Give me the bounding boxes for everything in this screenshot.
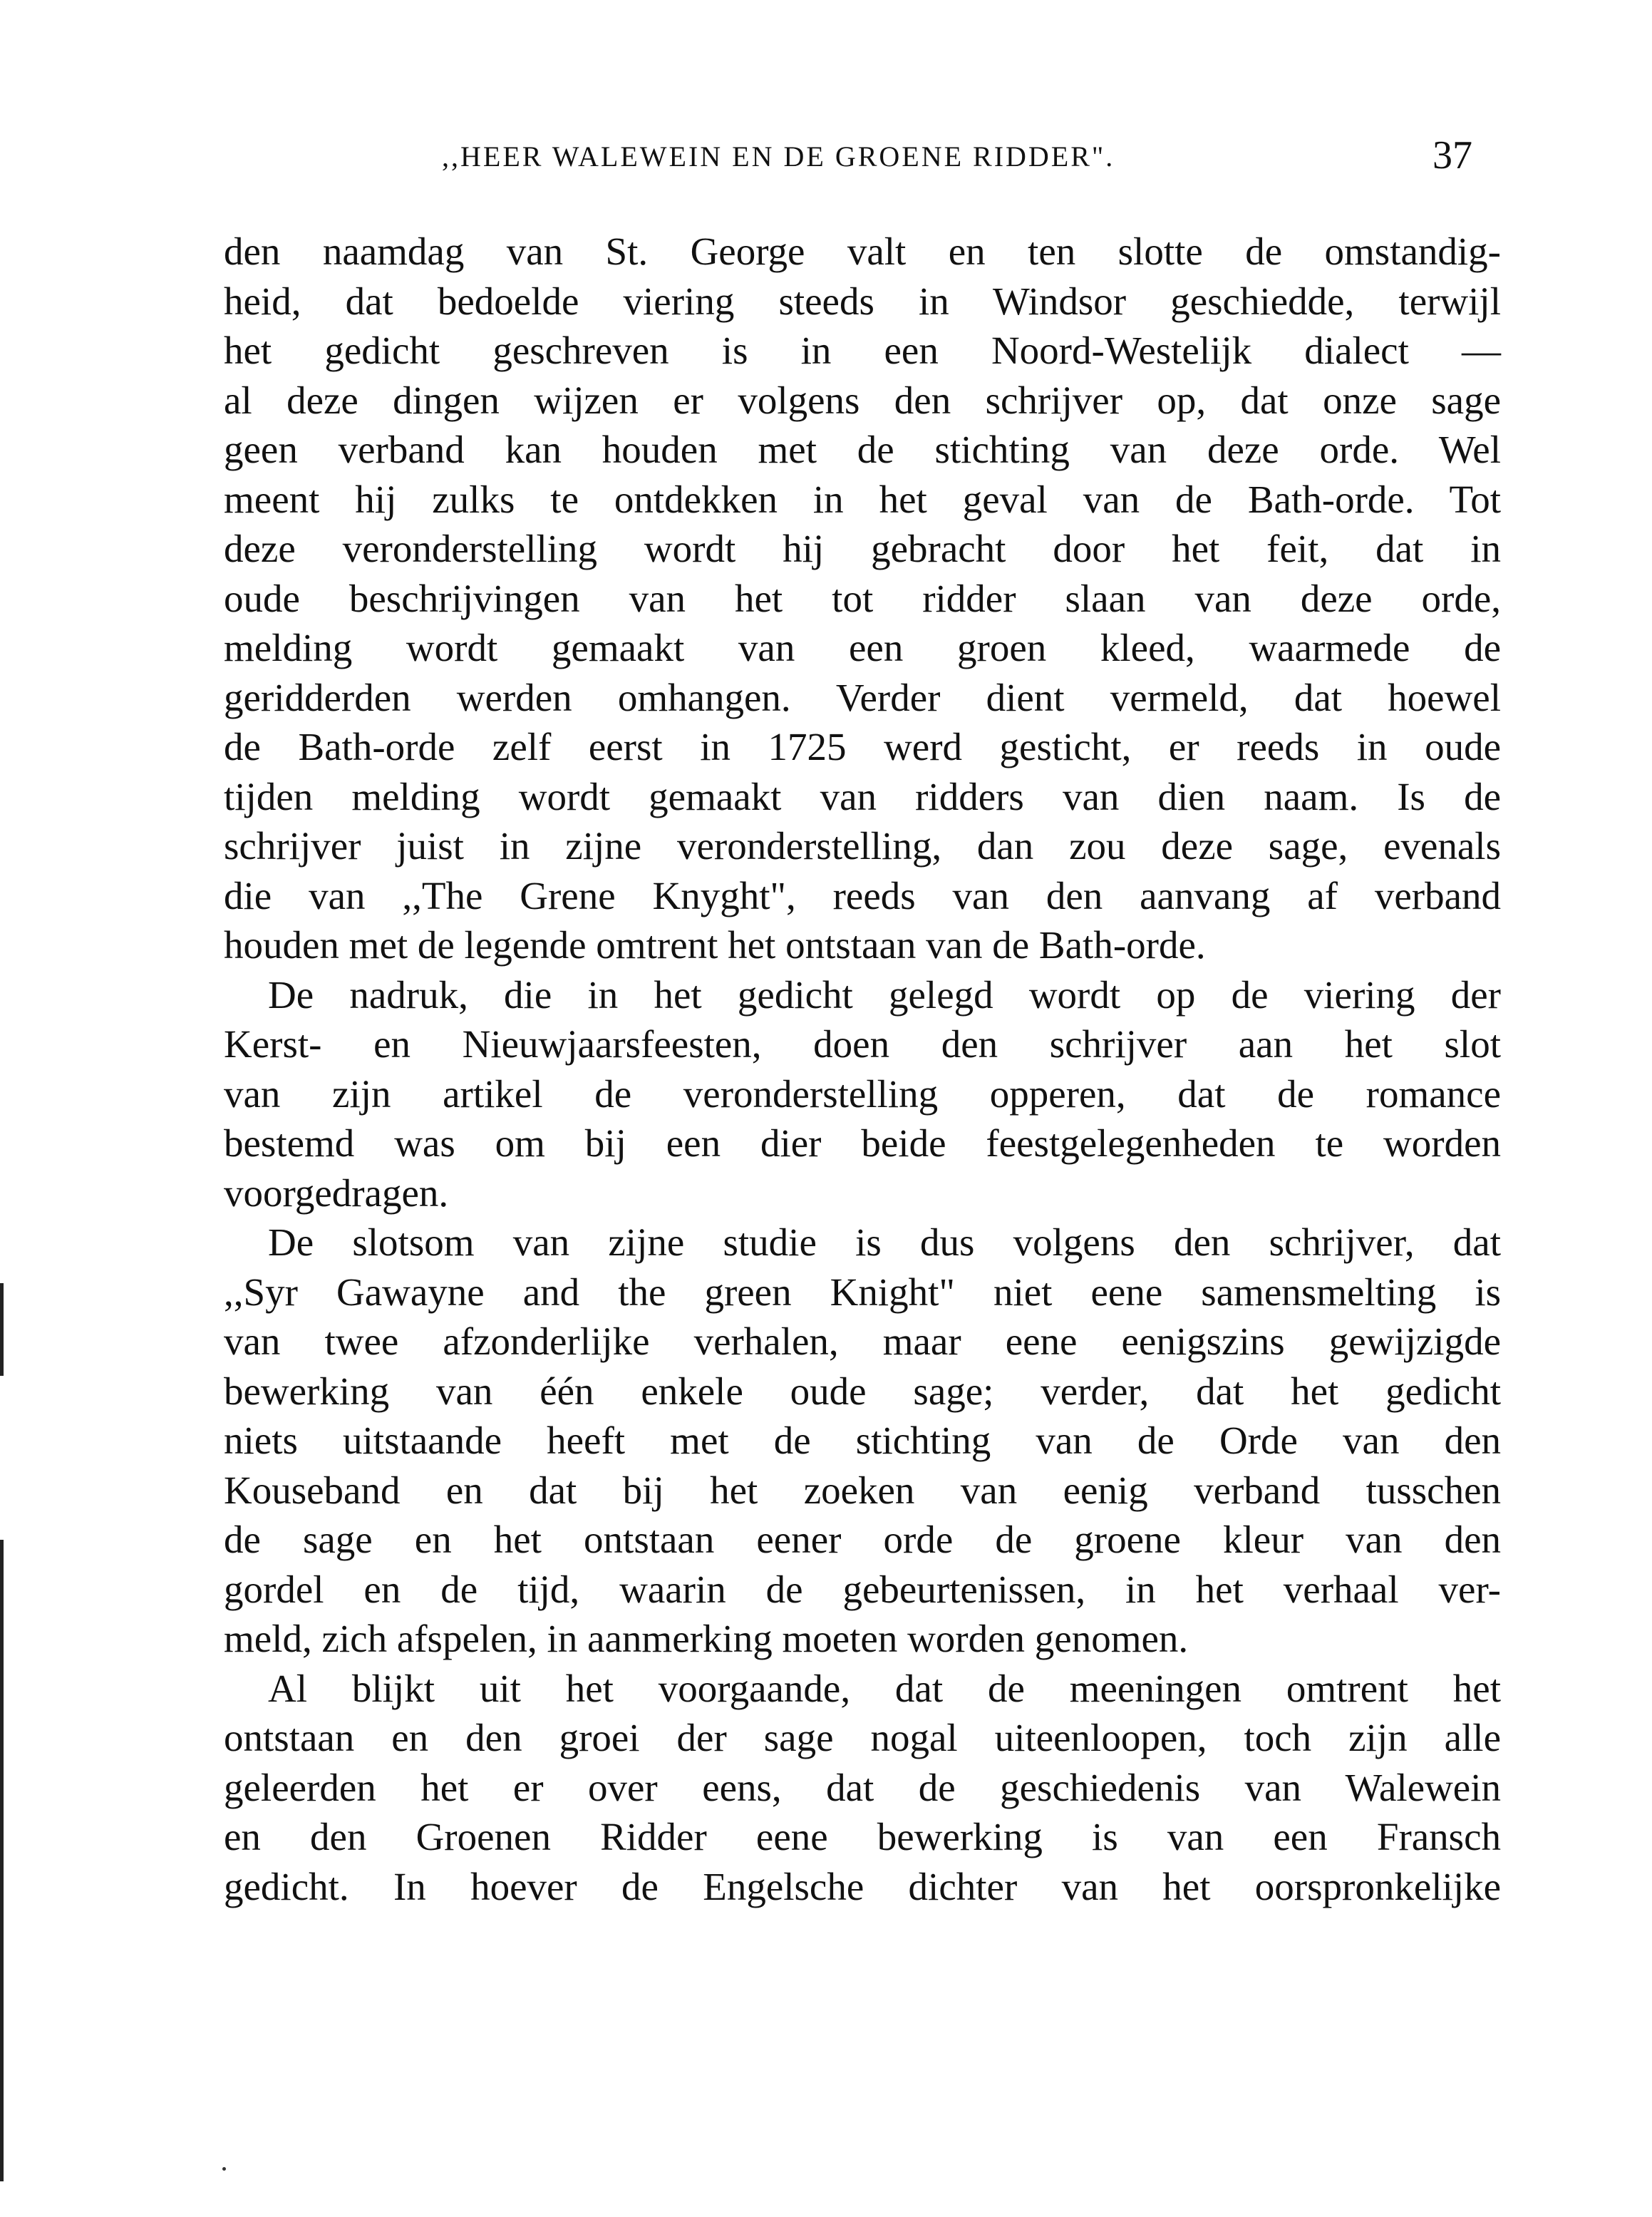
text-line: bewerking van één enkele oude sage; verder, dat het gedicht xyxy=(224,1369,1501,1413)
text-line: geleerden het er over eens, dat de geschiedenis van Walewein xyxy=(224,1765,1501,1809)
text-line: die van ,,The Grene Knyght", reeds van den aanvang af verband xyxy=(224,873,1501,917)
text-line: voorgedragen. xyxy=(224,1171,449,1215)
text-line: Al blijkt uit het voorgaande, dat de meeningen omtrent het xyxy=(268,1666,1501,1710)
scan-edge-mark xyxy=(0,1540,4,2181)
paragraph xyxy=(224,970,1501,1218)
paragraph xyxy=(224,1218,1501,1664)
text-line: schrijver juist in zijne veronderstelling, dan zou deze sage, evenals xyxy=(224,824,1501,868)
text-line: houden met de legende omtrent het ontstaan van de Bath-orde. xyxy=(224,923,1206,967)
text-line: gedicht. In hoever de Engelsche dichter van het oorspronkelijke xyxy=(224,1864,1501,1908)
body-text xyxy=(224,227,1501,1911)
text-line: geen verband kan houden met de stichting van deze orde. Wel xyxy=(224,428,1501,471)
text-line: ontstaan en den groei der sage nogal uiteenloopen, toch zijn alle xyxy=(224,1716,1501,1759)
text-line: Kerst- en Nieuwjaarsfeesten, doen den schrijver aan het slot xyxy=(224,1022,1501,1066)
page-number: 37 xyxy=(1432,133,1472,178)
text-line: niets uitstaande heeft met de stichting van de Orde van den xyxy=(224,1419,1501,1462)
running-head-title: ,,HEER WALEWEIN EN DE GROENE RIDDER". xyxy=(442,140,1115,173)
text-line: geridderden werden omhangen. Verder dient vermeld, dat hoewel xyxy=(224,675,1501,719)
text-line: den naamdag van St. George valt en ten slotte de omstandig- xyxy=(224,230,1501,273)
paragraph xyxy=(224,227,1501,970)
text-line: al deze dingen wijzen er volgens den schrijver op, dat onze sage xyxy=(224,378,1501,422)
text-line: de Bath-orde zelf eerst in 1725 werd gesticht, er reeds in oude xyxy=(224,725,1501,768)
text-line: ,,Syr Gawayne and the green Knight" niet eene samensmelting is xyxy=(224,1270,1501,1314)
text-line: het gedicht geschreven is in een Noord-Westelijk dialect — xyxy=(224,329,1501,372)
text-line: oude beschrijvingen van het tot ridder slaan van deze orde, xyxy=(224,576,1501,620)
text-line: van twee afzonderlijke verhalen, maar eene eenigszins gewijzigde xyxy=(224,1320,1501,1363)
text-line: Kouseband en dat bij het zoeken van eenig verband tusschen xyxy=(224,1468,1501,1512)
text-line: melding wordt gemaakt van een groen kleed, waarmede de xyxy=(224,626,1501,669)
paragraph xyxy=(224,1664,1501,1912)
scan-edge-mark xyxy=(0,1283,4,1376)
text-line: deze veronderstelling wordt hij gebracht door het feit, dat in xyxy=(224,527,1501,570)
text-line: en den Groenen Ridder eene bewerking is van een Fransch xyxy=(224,1815,1501,1858)
text-line: gordel en de tijd, waarin de gebeurtenissen, in het verhaal ver- xyxy=(224,1567,1501,1611)
text-line: de sage en het ontstaan eener orde de groene kleur van den xyxy=(224,1518,1501,1561)
text-line: meent hij zulks te ontdekken in het geval van de Bath-orde. Tot xyxy=(224,477,1501,521)
text-line: van zijn artikel de veronderstelling opperen, dat de romance xyxy=(224,1071,1501,1116)
text-line: tijden melding wordt gemaakt van ridders van dien naam. Is de xyxy=(224,774,1501,818)
text-line: De nadruk, die in het gedicht gelegd wordt op de viering der xyxy=(268,972,1501,1017)
text-line: meld, zich afspelen, in aanmerking moeten worden genomen. xyxy=(224,1617,1189,1660)
text-line: De slotsom van zijne studie is dus volgens den schrijver, dat xyxy=(268,1220,1501,1264)
text-line: bestemd was om bij een dier beide feestgelegenheden te worden xyxy=(224,1121,1501,1165)
text-line: heid, dat bedoelde viering steeds in Windsor geschiedde, terwijl xyxy=(224,279,1501,323)
scan-speck xyxy=(222,2167,226,2171)
